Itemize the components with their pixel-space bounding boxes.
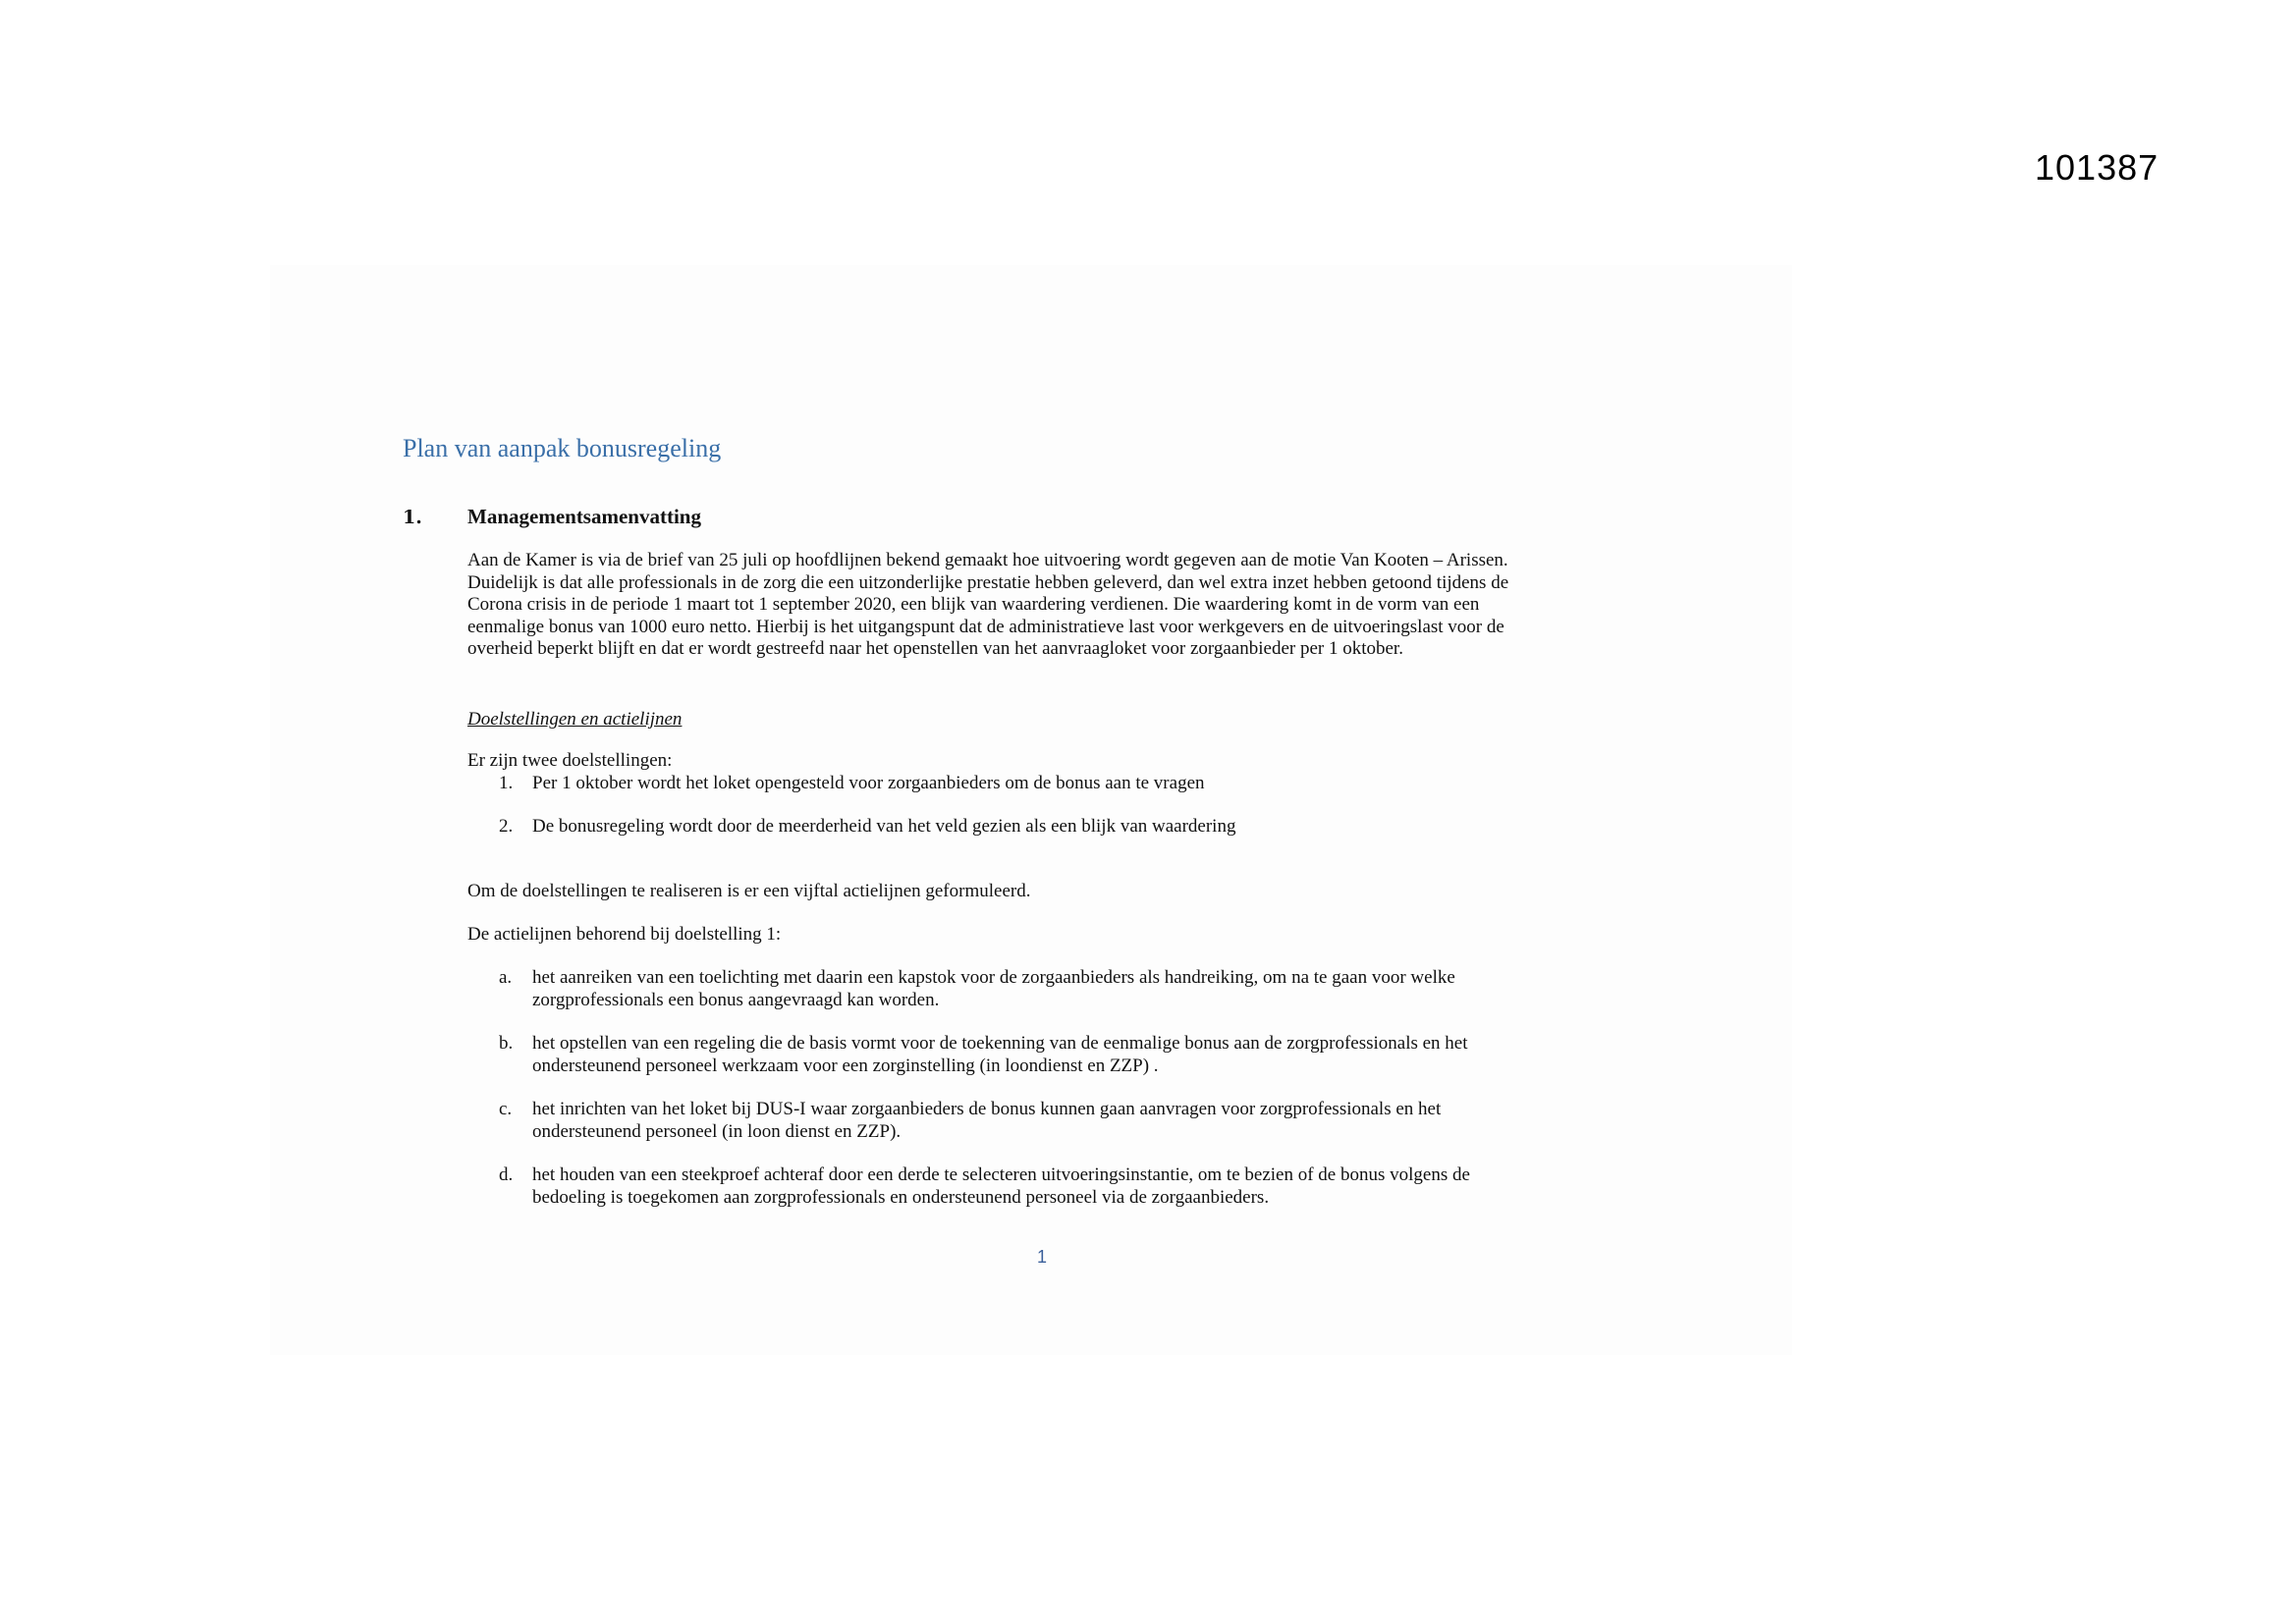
list-marker: d. (499, 1164, 514, 1185)
summary-line: eenmalige bonus van 1000 euro netto. Hierbij is het uitgangspunt dat de administratieve last voor werkgevers en de uitvoeringslast voor de (467, 616, 1504, 637)
document-title: Plan van aanpak bonusregeling (403, 434, 722, 462)
summary-line: Aan de Kamer is via de brief van 25 juli op hoofdlijnen bekend gemaakt hoe uitvoering wordt gegeven aan de motie Van Kooten – Arissen. (467, 550, 1508, 570)
list-item-text: het houden van een steekproef achteraf door een derde te selecteren uitvoeringsinstantie, om te bezien of de bonus volgens de bedoeling is toegekomen aan zorgprofessionals en ondersteunend personeel via de zorgaanbieders. (532, 1164, 1470, 1208)
summary-line: Corona crisis in de periode 1 maart tot 1 september 2020, een blijk van waardering verdienen. Die waardering komt in de vorm van een (467, 594, 1480, 615)
list-item-text: het aanreiken van een toelichting met daarin een kapstok voor de zorgaanbieders als handreiking, om na te gaan voor welke zorgprofessionals een bonus aangevraagd kan worden. (532, 967, 1455, 1010)
goals-intro: Er zijn twee doelstellingen: (467, 750, 673, 771)
page-number: 1 (1037, 1247, 1048, 1267)
document-id: 101387 (2035, 147, 2159, 188)
summary-paragraph (467, 550, 1675, 661)
actions-intro: Om de doelstellingen te realiseren is er een vijftal actielijnen geformuleerd. (467, 881, 1031, 901)
subheading-goals-actions: Doelstellingen en actielijnen (467, 709, 683, 730)
list-marker: 1. (499, 773, 514, 793)
actions-goal1-intro: De actielijnen behorend bij doelstelling 1: (467, 924, 782, 945)
list-item-text: het opstellen van een regeling die de basis vormt voor de toekenning van de eenmalige bonus aan de zorgprofessionals en het ondersteunend personeel werkzaam voor een zorginstelling (in loondienst en ZZP) . (532, 1033, 1468, 1076)
list-marker: a. (499, 967, 513, 988)
section-number: 1. (403, 507, 422, 528)
summary-line: overheid beperkt blijft en dat er wordt gestreefd naar het openstellen van het aanvraagloket voor zorgaanbieder per 1 oktober. (467, 638, 1403, 659)
summary-line: Duidelijk is dat alle professionals in de zorg die een uitzonderlijke prestatie hebben geleverd, dan wel extra inzet hebben getoond tijdens de (467, 571, 1509, 593)
list-item-text: Per 1 oktober wordt het loket opengesteld voor zorgaanbieders om de bonus aan te vragen (532, 773, 1205, 793)
list-item-text: het inrichten van het loket bij DUS-I waar zorgaanbieders de bonus kunnen gaan aanvragen voor zorgprofessionals en het ondersteunend personeel (in loon dienst en ZZP). (532, 1099, 1442, 1142)
list-marker: c. (499, 1099, 513, 1119)
list-marker: b. (499, 1033, 514, 1054)
section-heading: Managementsamenvatting (467, 505, 701, 528)
list-item-text: De bonusregeling wordt door de meerderheid van het veld gezien als een blijk van waardering (532, 816, 1236, 837)
list-marker: 2. (499, 816, 514, 837)
